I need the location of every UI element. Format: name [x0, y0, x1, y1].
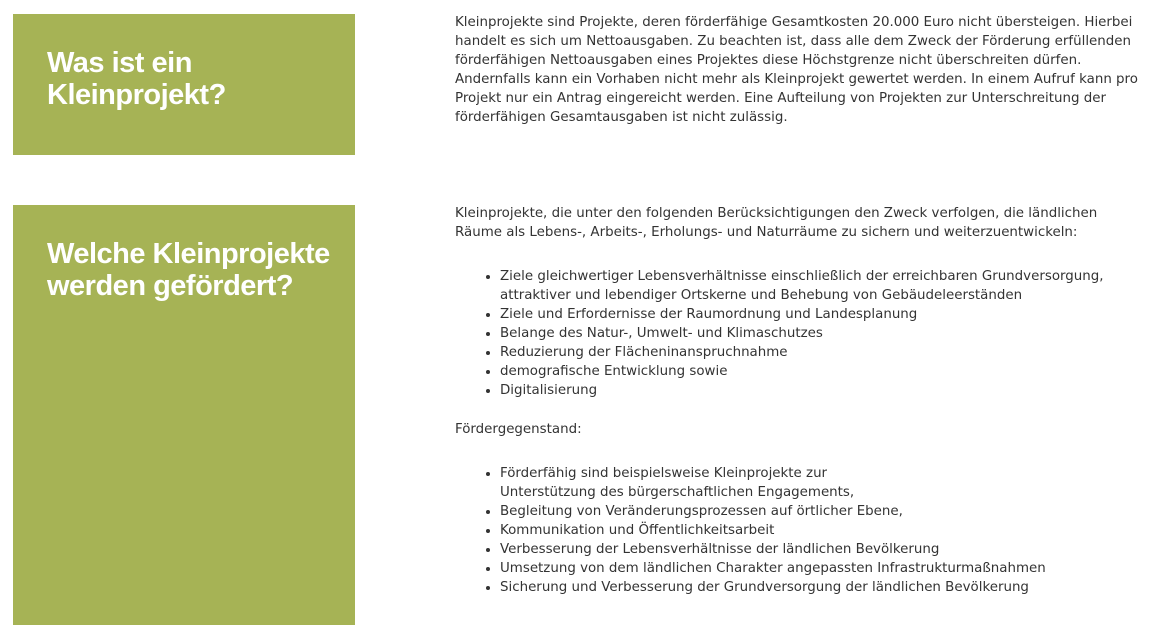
list-item: • Digitalisierung [500, 381, 1145, 400]
heading-box-which-projects [13, 205, 355, 625]
subject-label: Fördergegenstand: [455, 422, 582, 437]
list-item: • Reduzierung der Flächeninanspruchnahme [500, 343, 1145, 362]
list-item: • Begleitung von Veränderungsprozessen auf örtlicher Ebene, [500, 502, 1145, 521]
list-item: • demografische Entwicklung sowie [500, 362, 1145, 381]
list-item: • Kommunikation und Öffentlichkeitsarbeit [500, 521, 1145, 540]
list-item: • Ziele und Erfordernisse der Raumordnung und Landesplanung [500, 305, 1145, 324]
section-heading-which-projects: Welche Kleinprojekte werden gefördert? [47, 238, 330, 302]
list-item [500, 464, 1145, 502]
list-item: • Verbesserung der Lebensverhältnisse der ländlichen Bevölkerung [500, 540, 1145, 559]
subjects-list [455, 464, 1145, 597]
section-text-what-is [455, 13, 1145, 127]
list-item-line: Förderfähig sind beispielsweise Kleinprojekte zur [500, 466, 828, 481]
list-item: • Sicherung und Verbesserung der Grundversorgung der ländlichen Bevölkerung [500, 578, 1145, 597]
list-item: • Belange des Natur-, Umwelt- und Klimaschutzes [500, 324, 1145, 343]
intro-paragraph: Kleinprojekte, die unter den folgenden Berücksichtigungen den Zweck verfolgen, die ländlichen Räume als Lebens-, Arbeits-, Erholungs- und Naturräume zu sichern und weiterzuentwickeln: [455, 206, 1098, 240]
list-item: • Umsetzung von dem ländlichen Charakter angepassten Infrastrukturmaßnahmen [500, 559, 1145, 578]
section-heading-what-is: Was ist ein Kleinprojekt? [47, 47, 226, 111]
criteria-list [455, 267, 1145, 400]
list-item: • Ziele gleichwertiger Lebensverhältnisse einschließlich der erreichbaren Grundversorgung, attraktiver und lebendiger Ortskerne und Behebung von Gebäudeleerständen [500, 267, 1145, 305]
definition-paragraph: Kleinprojekte sind Projekte, deren förderfähige Gesamtkosten 20.000 Euro nicht übersteigen. Hierbei handelt es sich um Nettoausgaben. Zu beachten ist, dass alle dem Zweck der Förderung erfüllenden förderfähigen Nettoausgaben eines Projektes diese Höchstgrenze nicht überschreiten dürfen. Andernfalls kann ein Vorhaben nicht mehr als Kleinprojekt gewertet werden. In einem Aufruf kann pro Projekt nur ein Antrag eingereicht werden. Eine Aufteilung von Projekten zur Unterschreitung der förderfähigen Gesamtausgaben ist nicht zulässig. [455, 15, 1138, 125]
list-item-line: Unterstützung des bürgerschaftlichen Engagements, [500, 485, 855, 500]
section-text-which-projects [455, 204, 1145, 597]
heading-box-what-is [13, 14, 355, 155]
